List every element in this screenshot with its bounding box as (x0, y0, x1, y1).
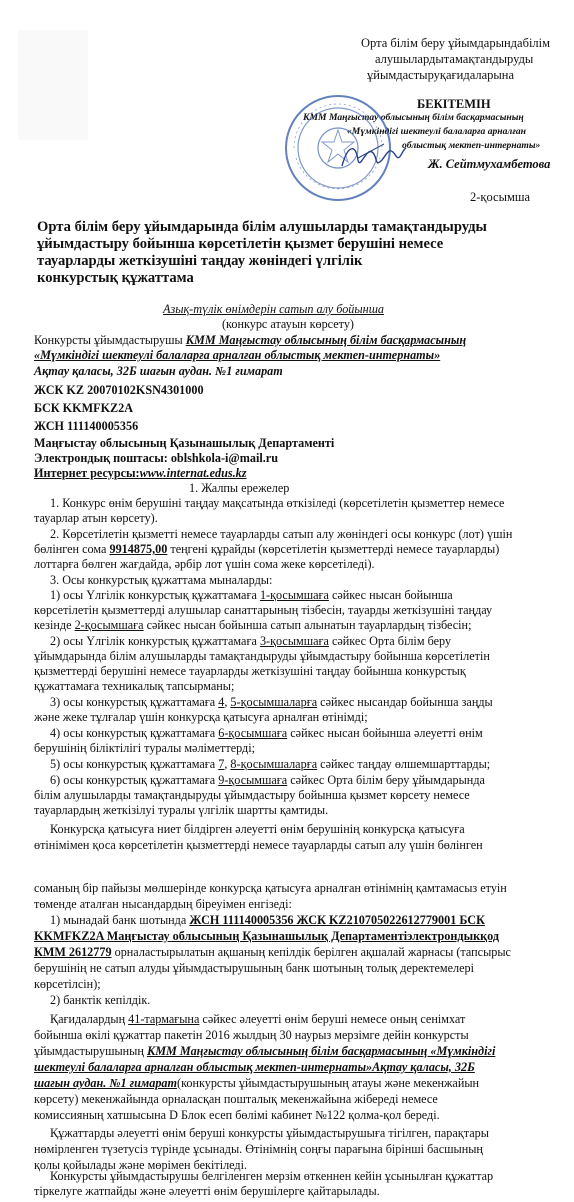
p5-line-2: төменде аталған нысандардың біреуімен енгізеді: (34, 897, 292, 911)
p2-text-b: теңгені құрайды (көрсетілетін қызметтерді немесе тауарларды) (167, 542, 500, 556)
p6-line-3 (34, 1044, 495, 1058)
annex-2-link[interactable]: 2-қосымшаға (74, 618, 144, 632)
annex-8-link[interactable]: 8-қосымшаларға (230, 757, 318, 771)
p3-i1-b: сәйкес нысан бойынша (328, 588, 453, 602)
organizer-department: Маңғыстау облысының Қазынашылық Департаменті (34, 436, 335, 450)
approve-heading: БЕКІТЕМІН (417, 97, 491, 111)
p3-item2-line-1 (50, 634, 451, 648)
p3-item4-line-2: берушінің біліктілігі туралы мәліметтерді; (34, 741, 256, 755)
annex-3-link[interactable]: 3-қосымшаға (259, 634, 329, 648)
p6-line-2: бойынша өкілі құжаттар пакетін 2016 жылдың 30 наурыз мерзімге дейін конкурсты (34, 1028, 469, 1042)
p1-line-2: тауарлар атын көрсету). (34, 511, 158, 525)
p6-line-5 (34, 1076, 479, 1090)
organizer-email-line (34, 451, 278, 465)
rules-41-link[interactable]: 41-тармағына (128, 1012, 200, 1026)
p3-i6-b: сәйкес Орта білім беру ұйымдарында (287, 773, 485, 787)
p3-i3-a: 3) осы конкурстық құжаттамаға (50, 695, 219, 709)
annex-ref-line-1: Орта білім беру ұйымдарындабілім (361, 36, 551, 50)
p3-i2-b: сәйкес Орта білім беру (328, 634, 452, 648)
p7-line-2: нөмірленген түзетусіз түрінде ұсынады. Өтінімнің соңғы парағына бірінші басшының (34, 1142, 483, 1156)
doc-title-line-3: тауарларды жеткізушіні таңдау жөніндегі үлгілік (37, 253, 363, 269)
organizer-bin: ЖСН 111140005356 (34, 419, 139, 433)
p7-line-3: қолы қойылады және мөрімен бекітіледі. (34, 1158, 248, 1172)
p3-item6-line-3: тауарлардың жеткізілуі туралы үлгілік шартты қамтиды. (34, 803, 329, 817)
p3-i1-l3-b: сәйкес нысан бойынша сатып алынатын тауарлардың тізбесін; (143, 618, 472, 632)
p3-i2-a: 2) осы Үлгілік конкурстық құжаттамаға (50, 634, 260, 648)
p3-i1-l3-a: кезінде (34, 618, 75, 632)
signature-scribble (338, 138, 408, 174)
p5-line-1: соманың бір пайызы мөлшерінде конкурсқа қатысуға арналған өтінімнің қамтамасыз етуін (34, 881, 507, 895)
p3-i5-a: 5) осы конкурстық құжаттамаға (50, 757, 219, 771)
p6-l1-b: сәйкес әлеуетті өнім беруші немесе оның сенімхат (199, 1012, 466, 1026)
doc-title-line-2: ұйымдастыру бойынша көрсетілетін қызмет берушіні немесе (37, 236, 444, 252)
approver-org-line-2: «Мүмкіндігі шектеулі балаларға арналған (347, 126, 527, 137)
annex-1-link[interactable]: 1-қосымшаға (259, 588, 329, 602)
p6-l5-rest: (конкурсты ұйымдастырушының атауы және мекенжайын (177, 1076, 480, 1090)
p4-line-2: өтінімімен қоса көрсетілетін қызметтерді немесе тауарларды сатып алу үшін бөлінген (34, 838, 483, 852)
p2-text-a: бөлінген сома (34, 542, 110, 556)
organizer-iik: ЖСК KZ 20070102KSN4301000 (34, 383, 204, 397)
p1-line-1: 1. Конкурс өнім берушіні таңдау мақсатында өткізіледі (көрсетілетін қызметтер немесе (50, 496, 505, 510)
annex-ref-line-3: ұйымдастыруқағидаларына (367, 68, 515, 82)
p3-item4-line-1 (50, 726, 483, 740)
annex-number: 2-қосымша (470, 190, 531, 204)
organizer-bik: БСК KKMFKZ2A (34, 401, 134, 415)
p5-b1-a: 1) мынадай банк шотында (50, 913, 190, 927)
p4-line-1: Конкурсқа қатысуға ниет білдірген әлеуетті өнім берушінің конкурсқа қатысуға (50, 822, 465, 836)
annex-ref-line-2: алушылардытамақтандыруды (375, 52, 534, 66)
p6-org-3: шағын аудан. №1 ғимарат (34, 1076, 178, 1090)
subject: Азық-түлік өнімдерін сатып алу бойынша (163, 302, 384, 316)
p3-i4-a: 4) осы конкурстық құжаттамаға (50, 726, 219, 740)
p6-org-1: КММ Маңғыстау облысының білім басқармасының «Мүмкіндігі (146, 1044, 496, 1058)
p3-i5-b: сәйкес таңдау өлшемшарттарды; (317, 757, 491, 771)
p8-line-1: Конкурсты ұйымдастырушы белгіленген мерзім өткеннен кейін ұсынылған құжаттар (50, 1169, 494, 1183)
p5-bank-line-3 (34, 945, 511, 959)
subject-caption: (конкурс атауын көрсету) (222, 317, 354, 331)
p3-item2-line-2: ұйымдарында білім алушыларды тамақтандыруды ұйымдастыру бойынша көрсетілетін (34, 649, 490, 663)
p3-item1-line-1 (50, 588, 453, 602)
p5-line-4: берушінің не сатып алуды ұйымдастырушының банк шотының толық деректемелері (34, 961, 474, 975)
organizer-address: Ақтау қаласы, 32Б шағын аудан. №1 ғимарат (34, 364, 283, 378)
p3-i3-b: сәйкес нысандар бойынша заңды (317, 695, 493, 709)
p6-line-7: комиссияның хатшысына D Блок есеп бөлімі кабинет №122 қолма-қол береді. (34, 1108, 440, 1122)
web-label: Интернет ресурсы: (34, 466, 140, 480)
approver-org-line-1: КММ Маңғыстау облысының білім басқармасының (303, 112, 524, 123)
p5-line-6: 2) банктік кепілдік. (50, 993, 151, 1007)
p3-item6-line-1 (50, 773, 485, 787)
p3-item5-line-1 (50, 757, 490, 771)
p3-item6-line-2: білім алушыларды тамақтандыруды ұйымдастыру бойынша қызмет көрсету немесе (34, 788, 470, 802)
doc-title-line-1: Орта білім беру ұйымдарында білім алушыларды тамақтандыруды (37, 219, 487, 235)
bank-details-3: КММ 2612779 (34, 945, 112, 959)
bank-details-1: ЖСН 111140005356 ЖСК KZ210705022612779001 БСК (189, 913, 485, 927)
p2-line-3: лоттарға бөлген жағдайда, әрбір лот үшін сома жеке көрсетіледі). (34, 557, 375, 571)
p3-item3-line-1 (50, 695, 493, 709)
organizer-name-2: «Мүмкіндігі шектеулі балаларға арналған облыстық мектеп-интернаты» (34, 348, 441, 362)
section-1-heading: 1. Жалпы ережелер (189, 481, 290, 495)
annex-5-link[interactable]: 5-қосымшаларға (230, 695, 318, 709)
organizer-name-1: КММ Маңғыстау облысының білім басқармасының (185, 333, 467, 347)
organizer-label: Конкурсты ұйымдастырушы (34, 333, 183, 347)
p3-i6-a: 6) осы конкурстық құжаттамаға (50, 773, 219, 787)
p6-line-1 (50, 1012, 465, 1026)
email-value[interactable]: oblshkola-i@mail.ru (170, 451, 278, 465)
p3-i1-a: 1) осы Үлгілік конкурстық құжаттамаға (50, 588, 260, 602)
p3-item3-line-2: және жеке тұлғалар үшін конкурсқа қатысуға арналған өтінімді; (34, 710, 368, 724)
p5-b3-rest: орналастырылатын ақшаның кепілдік берілген ақшалай жарнасы (тапсырыс (111, 945, 511, 959)
allocated-amount: 9914875,00 (109, 542, 168, 556)
p3-intro: 3. Осы конкурстық құжаттама мыналарды: (50, 573, 273, 587)
email-label: Электрондық поштасы: (34, 451, 168, 465)
approver-name: Ж. Сейтмухамбетова (428, 157, 551, 171)
organizer-line-1 (34, 333, 466, 347)
p3-i5-sep: , (224, 757, 231, 771)
annex-7-link[interactable]: 7 (218, 757, 225, 771)
p3-i4-b: сәйкес нысан бойынша әлеуетті өнім (287, 726, 483, 740)
p3-item2-line-4: құжаттамаға техникалық тапсырманы; (34, 679, 235, 693)
p2-line-2 (34, 542, 499, 556)
doc-title-line-4: конкурстық құжаттама (37, 270, 194, 286)
p6-l3-a: ұйымдастырушының (34, 1044, 147, 1058)
annex-4-link[interactable]: 4 (218, 695, 225, 709)
annex-9-link[interactable]: 9-қосымшаға (218, 773, 288, 787)
p8-line-2: тіркелуге жатпайды және әлеуетті өнім берушілерге қайтарылады. (34, 1184, 380, 1198)
p6-org-2: шектеулі балаларға арналған облыстық мектеп-интернаты»Ақтау қаласы, 32Б (34, 1060, 475, 1074)
p2-line-1: 2. Көрсетілетін қызметті немесе тауарларды сатып алу жөніндегі осы конкурс (лот) үшін (50, 527, 513, 541)
annex-6-link[interactable]: 6-қосымшаға (218, 726, 288, 740)
p5-line-5: көрсетілсін); (34, 977, 101, 991)
p6-line-6: көрсету) мекенжайында орналасқан пошталық мекенжайына жібереді немесе (34, 1092, 438, 1106)
organizer-web-line (34, 466, 247, 480)
bank-details-2: KKMFKZ2A Маңғыстау облысының Қазынашылық Департаментіэлектрондыкқод (34, 929, 500, 943)
p3-item1-line-2: көрсетілетін қызметтерді алушылар санаттарының тізбесін, тауарды жеткізушіні таңдау (34, 603, 493, 617)
p6-l1-a: Қағидалардың (50, 1012, 129, 1026)
scan-smudge (18, 30, 88, 140)
p7-line-1: Құжаттарды әлеуетті өнім беруші конкурсты ұйымдастырушыға тігілген, парақтары (50, 1126, 489, 1140)
approver-org-line-3: облыстық мектеп-интернаты» (402, 140, 541, 151)
p3-item1-line-3 (34, 618, 471, 632)
web-link[interactable]: www.internat.edus.kz (139, 466, 247, 480)
p5-bank-line-1 (50, 913, 485, 927)
p3-i3-sep: , (224, 695, 231, 709)
p3-item2-line-3: қызметтерді берушіні немесе тауарларды жеткізушіні таңдау бойынша конкурстық (34, 664, 466, 678)
